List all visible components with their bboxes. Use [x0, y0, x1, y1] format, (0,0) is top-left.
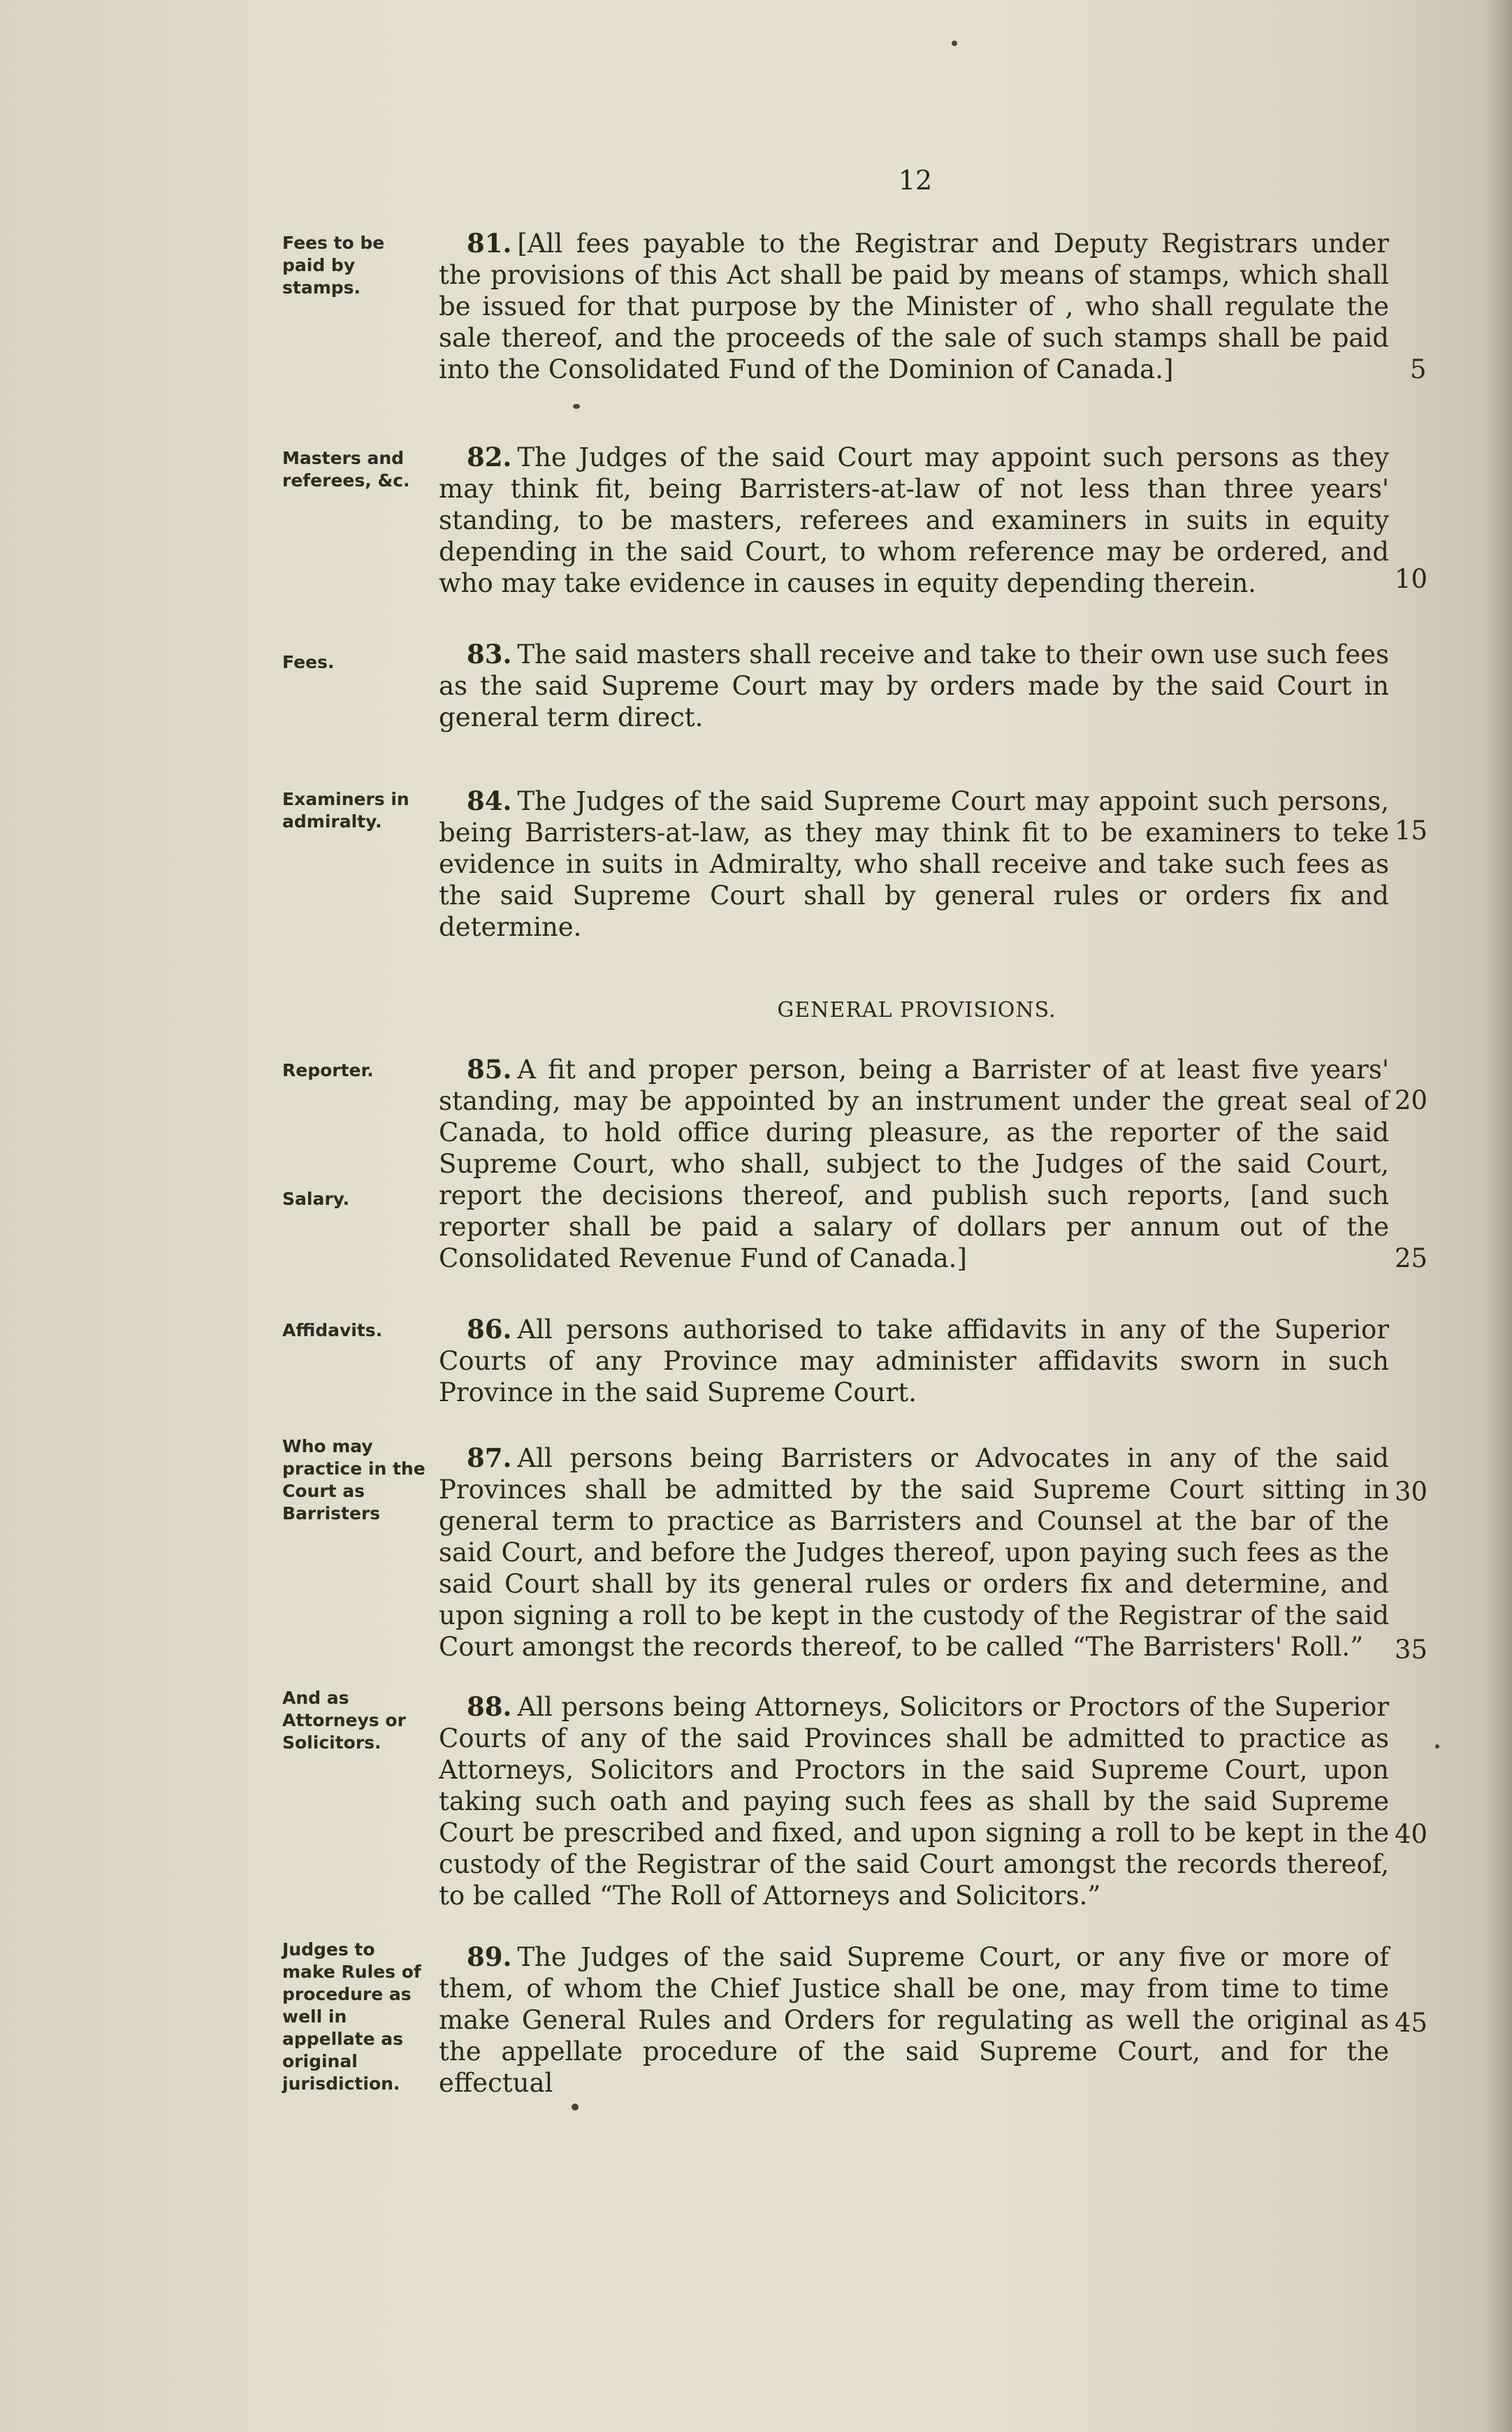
margin-note-85-salary: Salary.: [282, 1189, 350, 1209]
section-81: [439, 228, 1389, 385]
section-number: 85.: [467, 1054, 512, 1085]
line-number-40: 40: [1395, 1819, 1428, 1849]
margin-note-89: Judges to make Rules of procedure as well in appellate as original jurisdiction.: [282, 1939, 421, 2094]
paper-speck: [573, 404, 580, 409]
section-82: [439, 442, 1389, 599]
section-number: 84.: [467, 786, 512, 816]
paper-speck: [572, 2104, 579, 2111]
section-88: [439, 1691, 1389, 1911]
margin-note-88: And as Attorneys or Solicitors.: [282, 1688, 406, 1753]
margin-note-83: Fees.: [282, 652, 335, 672]
margin-note-84: Examiners in admiralty.: [282, 789, 409, 832]
section-text: The Judges of the said Supreme Court, or any five or more of them, of whom the Chief Justice shall be one, may from time to time make General Rules and Orders for regulating as well the original as the appellate procedure of the said Supreme Court, and for the effectual: [439, 1942, 1389, 2098]
line-number-30: 30: [1395, 1477, 1428, 1507]
section-text: The Judges of the said Supreme Court may appoint such persons, being Barristers-at-law, as they may think fit to be examiners to teke evidence in suits in Admiralty, who shall receive and take such fees as the said Supreme Court shall by general rules or orders fix and determine.: [439, 786, 1389, 942]
margin-note-86: Affidavits.: [282, 1320, 383, 1340]
margin-note-87: Who may practice in the Court as Barristers: [282, 1436, 426, 1523]
section-number: 87.: [467, 1442, 512, 1473]
paper-speck: [952, 41, 957, 46]
section-number: 86.: [467, 1314, 512, 1345]
section-number: 82.: [467, 442, 512, 472]
line-number-15: 15: [1395, 816, 1428, 846]
section-text: The Judges of the said Court may appoint such persons as they may think fit, being Barristers-at-law of not less than three years' standing, to be masters, referees and examiners in suits in equity depending in the said Court, to whom reference may be ordered, and who may take evidence in causes in equity depending therein.: [439, 442, 1389, 598]
section-86: [439, 1314, 1389, 1408]
line-number-45: 45: [1395, 2008, 1428, 2038]
section-text: All persons authorised to take affidavits in any of the Superior Courts of any Province may administer affidavits sworn in such Province in the said Supreme Court.: [439, 1315, 1389, 1407]
section-text: All persons being Attorneys, Solicitors or Proctors of the Superior Courts of any of the said Provinces shall be admitted to practice as Attorneys, Solicitors and Proctors in the said Supreme Court, upon taking such oath and paying such fees as shall by the said Supreme Court be prescribed and fixed, and upon signing a roll to be kept in the custody of the Registrar of the said Court amongst the records thereof, to be called “The Roll of Attorneys and Solicitors.”: [439, 1692, 1389, 1911]
section-87: [439, 1442, 1389, 1663]
section-text: [All fees payable to the Registrar and Deputy Registrars under the provisions of this Act shall be paid by means of stamps, which shall be issued for that purpose by the Minister of , who shall regulate the sale thereof, and the proceeds of the sale of such stamps shall be paid into the Consolidated Fund of the Dominion of Canada.]: [439, 229, 1389, 384]
section-83: [439, 639, 1389, 733]
margin-note-85: Reporter.: [282, 1060, 374, 1080]
section-text: The said masters shall receive and take to their own use such fees as the said Supreme Court may by orders made by the said Court in general term direct.: [439, 639, 1389, 732]
paper-speck: [1435, 1744, 1439, 1749]
section-number: 83.: [467, 639, 512, 669]
line-number-20: 20: [1395, 1085, 1428, 1115]
section-number: 81.: [467, 228, 512, 259]
page-edge-shadow: [1484, 0, 1512, 2432]
line-number-25: 25: [1395, 1243, 1428, 1273]
section-text: All persons being Barristers or Advocates in any of the said Provinces shall be admitted by the said Supreme Court sitting in general term to practice as Barristers and Counsel at the bar of the said Court, and before the Judges thereof, upon paying such fees as the said Court shall by its general rules or orders fix and determine, and upon signing a roll to be kept in the custody of the Registrar of the said Court amongst the records thereof, to be called “The Barristers' Roll.”: [439, 1443, 1389, 1662]
line-number-5: 5: [1410, 354, 1427, 384]
page-number: 12: [898, 165, 933, 196]
section-number: 88.: [467, 1691, 512, 1722]
section-85: [439, 1054, 1389, 1274]
margin-note-82: Masters and referees, &c.: [282, 448, 410, 491]
general-provisions-heading: GENERAL PROVISIONS.: [777, 998, 1056, 1022]
line-number-10: 10: [1395, 564, 1428, 594]
section-84: [439, 786, 1389, 943]
section-number: 89.: [467, 1941, 512, 1972]
section-89: [439, 1941, 1389, 2099]
margin-note-81: Fees to be paid by stamps.: [282, 233, 385, 298]
section-text: A fit and proper person, being a Barrister of at least five years' standing, may be appointed by an instrument under the great seal of Canada, to hold office during pleasure, as the reporter of the said Supreme Court, who shall, subject to the Judges of the said Court, report the decisions thereof, and publish such reports, [and such reporter shall be paid a salary of dollars per annum out of the Consolidated Revenue Fund of Canada.]: [439, 1055, 1389, 1273]
line-number-35: 35: [1395, 1635, 1428, 1665]
